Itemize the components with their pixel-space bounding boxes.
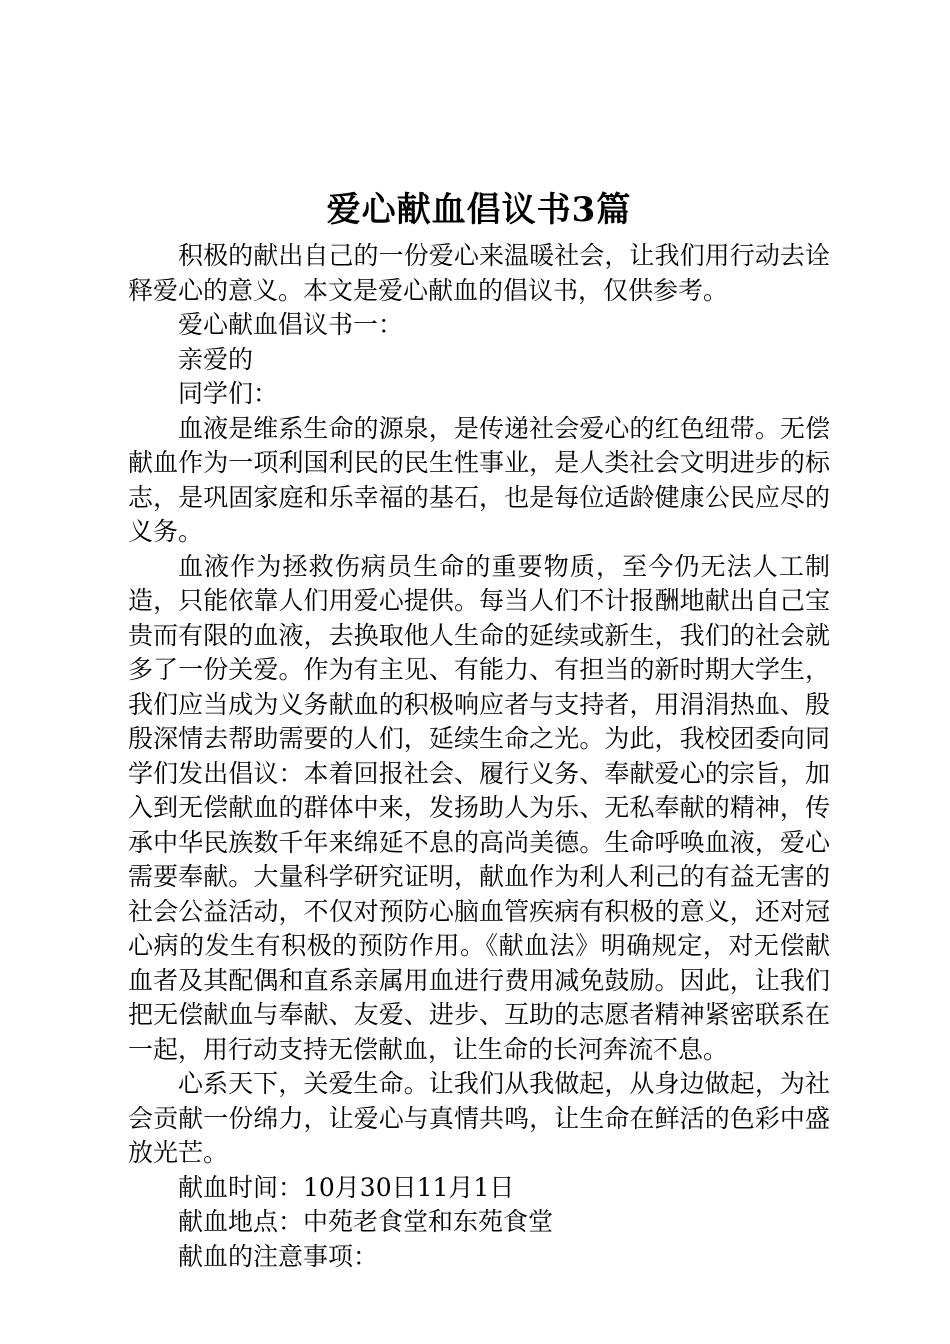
body-paragraph-2: 血液作为拯救伤病员生命的重要物质，至今仍无法人工制造，只能依靠人们用爱心提供。每当人们不计报酬地献出自己宝贵而有限的血液，去换取他人生命的延续或新生，我们的社会就多了一份关爱。作为有主见、有能力、有担当的新时期大学生，我们应当成为义务献血的积极响应者与支持者，用涓涓热血、殷殷深情去帮助需要的人们，延续生命之光。为此，我校团委向同学们发出倡议：本着回报社会、履行义务、奉献爱心的宗旨，加入到无偿献血的群体中来，发扬助人为乐、无私奉献的精神，传承中华民族数千年来绵延不息的高尚美德。生命呼唤血液，爱心需要奉献。大量科学研究证明，献血作为利人利己的有益无害的社会公益活动，不仅对预防心脑血管疾病有积极的意义，还对冠心病的发生有积极的预防作用。《献血法》明确规定，对无偿献血者及其配偶和直系亲属用血进行费用减免鼓励。因此，让我们把无偿献血与奉献、友爱、进步、互助的志愿者精神紧密联系在一起，用行动支持无偿献血，让生命的长河奔流不息。: [128, 551, 830, 1064]
salutation-line-1: 亲爱的: [178, 344, 254, 374]
intro-paragraph: 积极的献出自己的一份爱心来温暖社会，让我们用行动去诠释爱心的意义。本文是爱心献血的倡议书，仅供参考。: [128, 241, 830, 305]
donation-location: 献血地点：中苑老食堂和东苑食堂: [178, 1207, 554, 1236]
salutation-line-2: 同学们：: [178, 379, 279, 408]
document-page: [128, 185, 830, 1274]
donation-time: 献血时间：10月30日11月1日: [178, 1172, 515, 1202]
document-title: 爱心献血倡议书3篇: [326, 190, 632, 230]
donation-notes-heading: 献血的注意事项：: [178, 1241, 379, 1271]
section-heading: 爱心献血倡议书一：: [178, 310, 404, 339]
body-paragraph-3: 心系天下，关爱生命。让我们从我做起，从身边做起，为社会贡献一份绵力，让爱心与真情共鸣，让生命在鲜活的色彩中盛放光芒。: [128, 1069, 830, 1167]
body-paragraph-1: 血液是维系生命的源泉，是传递社会爱心的红色纽带。无偿献血作为一项利国利民的民生性事业，是人类社会文明进步的标志，是巩固家庭和乐幸福的基石，也是每位适龄健康公民应尽的义务。: [128, 413, 830, 546]
